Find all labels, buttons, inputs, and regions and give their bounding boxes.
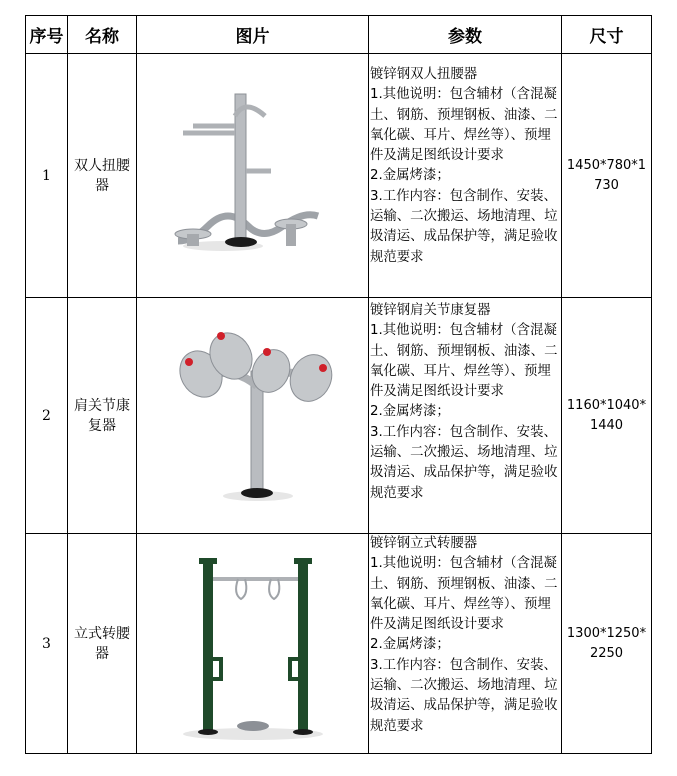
header-image: 图片	[235, 27, 270, 47]
grid-line	[25, 753, 652, 754]
header-size: 尺寸	[589, 27, 624, 47]
params-title: 镀锌钢双人扭腰器	[370, 67, 478, 82]
params-title: 镀锌钢立式转腰器	[370, 536, 478, 551]
row-name: 立式转腰器	[74, 625, 130, 662]
equipment-table	[25, 15, 652, 754]
params-line: 2.金属烤漆；	[370, 404, 450, 420]
params-line: 1.其他说明：包含辅材（含混凝土、钢筋、预埋钢板、油漆、二氧化碳、耳片、焊丝等）、预埋件及满足图纸设计要求	[370, 323, 558, 400]
grid-line	[651, 15, 652, 754]
params-line: 2.金属烤漆；	[370, 637, 450, 653]
header-name: 名称	[85, 27, 119, 47]
row-name: 肩关节康复器	[74, 397, 130, 434]
row-size: 1300*1250*2250	[566, 625, 647, 661]
twin-waist-twister-icon	[137, 54, 368, 297]
shoulder-wheel-rehab-icon	[137, 298, 368, 533]
params-line: 3.工作内容：包含制作、安装、运输、二次搬运、场地清理、垃圾清运、成品保护等，满足验收规范要求	[370, 424, 558, 501]
row-params	[369, 301, 561, 533]
row-params	[369, 65, 561, 297]
params-line: 1.其他说明：包含辅材（含混凝土、钢筋、预埋钢板、油漆、二氧化碳、耳片、焊丝等）、预埋件及满足图纸设计要求	[370, 87, 558, 164]
params-title: 镀锌钢肩关节康复器	[370, 303, 491, 318]
params-line: 3.工作内容：包含制作、安装、运输、二次搬运、场地清理、垃圾清运、成品保护等，满足验收规范要求	[370, 657, 558, 734]
params-line: 3.工作内容：包含制作、安装、运输、二次搬运、场地清理、垃圾清运、成品保护等，满足验收规范要求	[370, 188, 558, 265]
header-index: 序号	[29, 27, 64, 47]
row-index: 1	[42, 167, 51, 184]
row-name: 双人扭腰器	[74, 157, 130, 194]
row-index: 3	[42, 635, 51, 652]
standing-waist-twister-icon	[137, 534, 368, 753]
row-index: 2	[42, 407, 51, 424]
row-size: 1160*1040*1440	[566, 397, 647, 433]
params-line: 2.金属烤漆；	[370, 168, 450, 184]
row-size: 1450*780*1730	[566, 157, 647, 193]
header-params: 参数	[448, 27, 482, 47]
params-line: 1.其他说明：包含辅材（含混凝土、钢筋、预埋钢板、油漆、二氧化碳、耳片、焊丝等）、预埋件及满足图纸设计要求	[370, 556, 558, 633]
row-params	[369, 534, 561, 753]
